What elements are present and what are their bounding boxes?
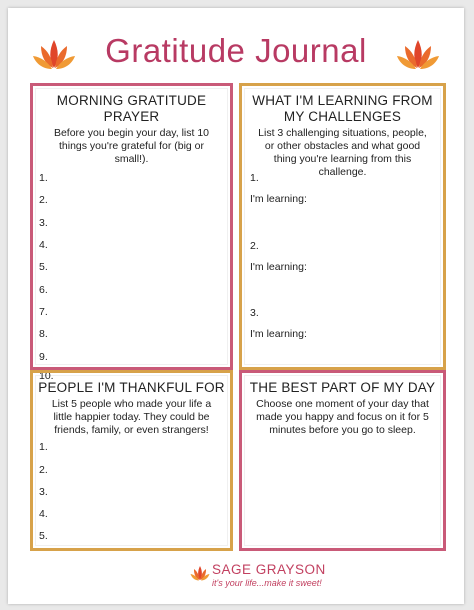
section-description: Before you begin your day, list 10 things you're grateful for (big or small!). bbox=[53, 127, 210, 165]
list-number: 9. bbox=[39, 351, 48, 363]
list-number: 2. bbox=[39, 464, 48, 476]
header bbox=[8, 26, 464, 86]
list-number: 3. bbox=[39, 217, 48, 229]
learning-box bbox=[239, 83, 446, 370]
section-description: List 3 challenging situations, people, or other obstacles and what good thing you're learning from this challenge. bbox=[258, 127, 427, 178]
page-title: Gratitude Journal bbox=[105, 32, 367, 69]
list-number: 4. bbox=[39, 239, 48, 251]
list-number: 1. bbox=[250, 172, 259, 184]
list-number: 6. bbox=[39, 284, 48, 296]
journal-page bbox=[8, 8, 464, 604]
list-number: 3. bbox=[39, 486, 48, 498]
list-number: 5. bbox=[39, 261, 48, 273]
section-title bbox=[242, 93, 443, 125]
learning-label: I'm learning: bbox=[250, 193, 307, 205]
lotus-icon bbox=[190, 564, 210, 582]
section-title-line: WHAT I'M LEARNING FROM bbox=[252, 93, 433, 108]
brand-tagline: it's your life...make it sweet! bbox=[212, 578, 322, 588]
lotus-icon bbox=[396, 36, 440, 72]
thankful-box bbox=[30, 370, 233, 551]
best-part-box bbox=[239, 370, 446, 551]
list-number: 2. bbox=[39, 194, 48, 206]
learning-label: I'm learning: bbox=[250, 261, 307, 273]
list-number: 1. bbox=[39, 172, 48, 184]
list-number: 5. bbox=[39, 530, 48, 542]
section-title: THE BEST PART OF MY DAY bbox=[249, 380, 436, 395]
list-number: 3. bbox=[250, 307, 259, 319]
list-number: 10. bbox=[39, 370, 54, 382]
section-title: MORNING GRATITUDE PRAYER bbox=[56, 93, 207, 124]
morning-gratitude-box bbox=[30, 83, 233, 382]
learning-label: I'm learning: bbox=[250, 328, 307, 340]
section-description: Choose one moment of your day that made you happy and focus on it for 5 minutes before you go to sleep. bbox=[256, 398, 429, 436]
brand-name: SAGE GRAYSON bbox=[212, 562, 326, 577]
list-number: 8. bbox=[39, 328, 48, 340]
section-description: List 5 people who made your life a little happier today. They could be friends, family, or even strangers! bbox=[51, 398, 212, 436]
list-number: 7. bbox=[39, 306, 48, 318]
footer bbox=[8, 560, 464, 600]
section-title: PEOPLE I'M THANKFUL FOR bbox=[38, 380, 225, 395]
list-number: 2. bbox=[250, 240, 259, 252]
section-title-line: MY CHALLENGES bbox=[283, 109, 402, 124]
list-number: 1. bbox=[39, 441, 48, 453]
list-number: 4. bbox=[39, 508, 48, 520]
